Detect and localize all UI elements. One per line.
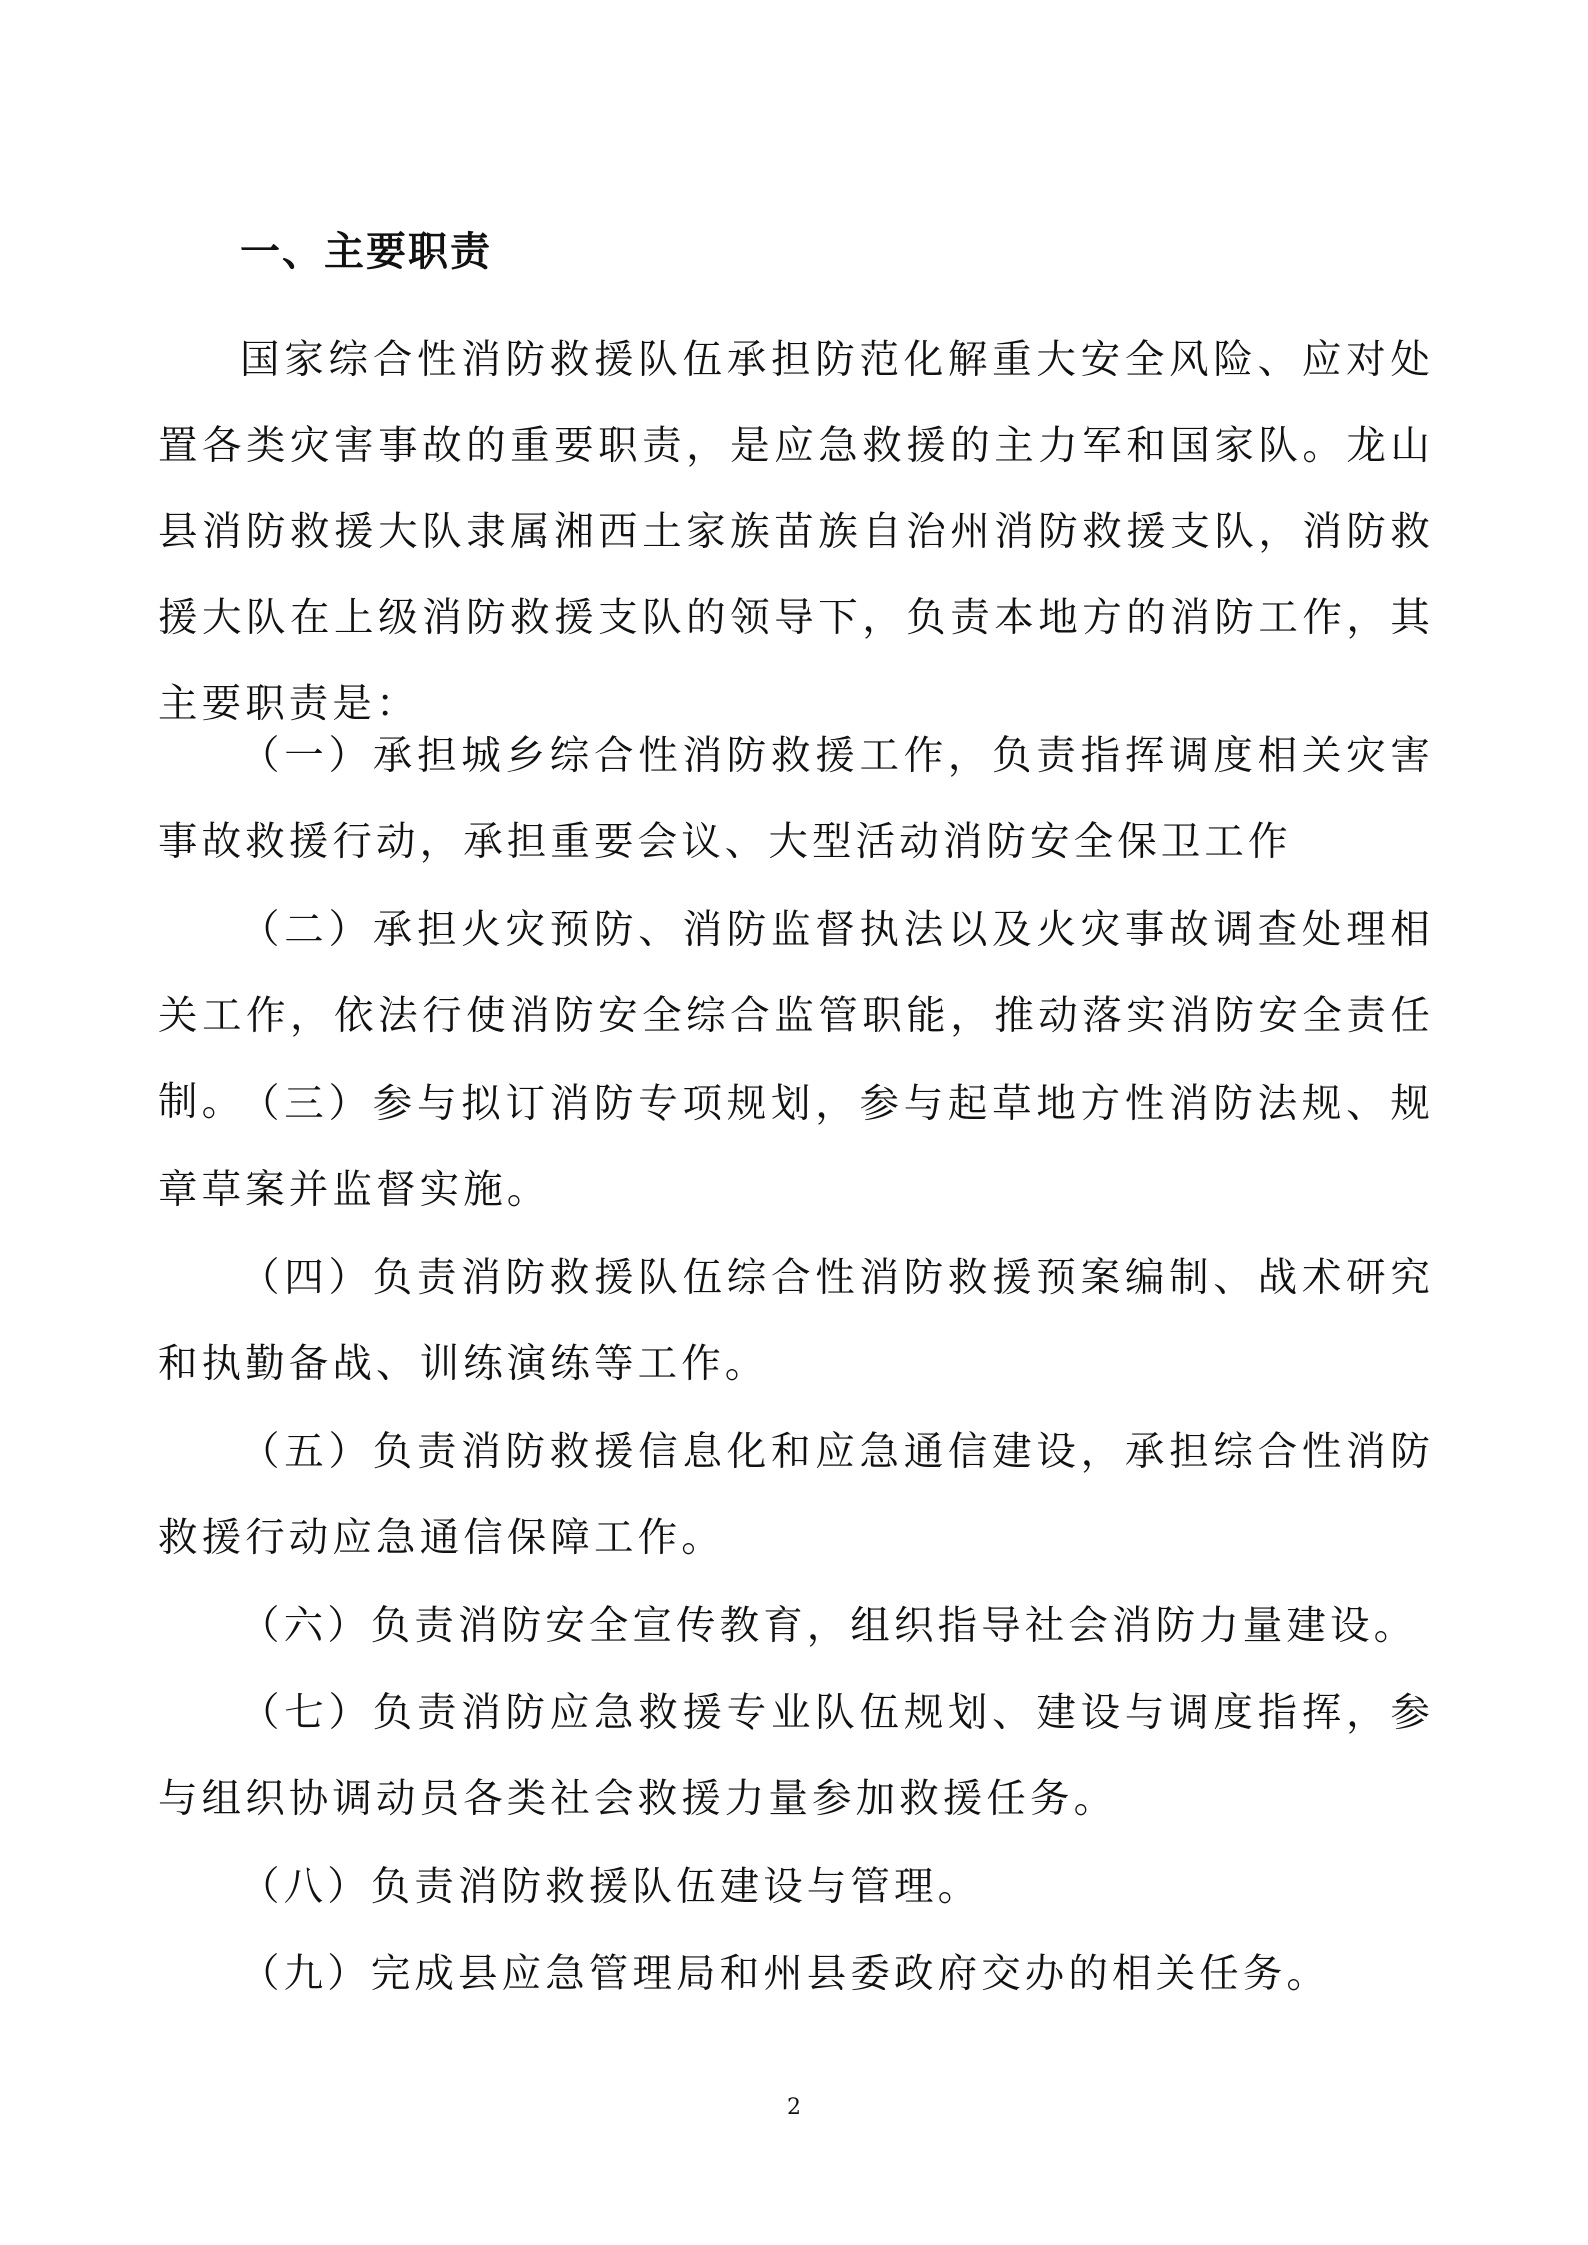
page-number: 2 <box>787 2095 801 2120</box>
duty-item-2: （二）承担火灾预防、消防监督执法以及火灾事故调查处理相关工作，依法行使消防安全综合监管职能，推动落实消防安全责任制。 <box>158 907 1434 1125</box>
duty-item-9: （九）完成县应急管理局和州县委政府交办的相关任务。 <box>240 1951 1330 1997</box>
duty-item-5: （五）负责消防救援信息化和应急通信建设，承担综合性消防救援行动应急通信保障工作。 <box>158 1429 1434 1561</box>
duty-item-8: （八）负责消防救援队伍建设与管理。 <box>240 1864 982 1910</box>
duty-item-7: （七）负责消防应急救援专业队伍规划、建设与调度指挥，参与组织协调动员各类社会救援力量参加救援任务。 <box>158 1690 1434 1822</box>
section-heading: 一、主要职责 <box>240 229 492 275</box>
duty-item-4: （四）负责消防救援队伍综合性消防救援预案编制、战术研究和执勤备战、训练演练等工作。 <box>158 1255 1434 1387</box>
intro-paragraph: 国家综合性消防救援队伍承担防范化解重大安全风险、应对处置各类灾害事故的重要职责，是应急救援的主力军和国家队。龙山县消防救援大队隶属湘西土家族苗族自治州消防救援支队，消防救援大队在上级消防救援支队的领导下，负责本地方的消防工作，其主要职责是： <box>158 337 1434 727</box>
duty-item-6: （六）负责消防安全宣传教育，组织指导社会消防力量建设。 <box>240 1603 1418 1649</box>
duty-item-1: （一）承担城乡综合性消防救援工作，负责指挥调度相关灾害事故救援行动，承担重要会议、大型活动消防安全保卫工作 <box>158 733 1434 865</box>
duty-item-3: （三）参与拟订消防专项规划，参与起草地方性消防法规、规章草案并监督实施。 <box>158 1081 1434 1213</box>
